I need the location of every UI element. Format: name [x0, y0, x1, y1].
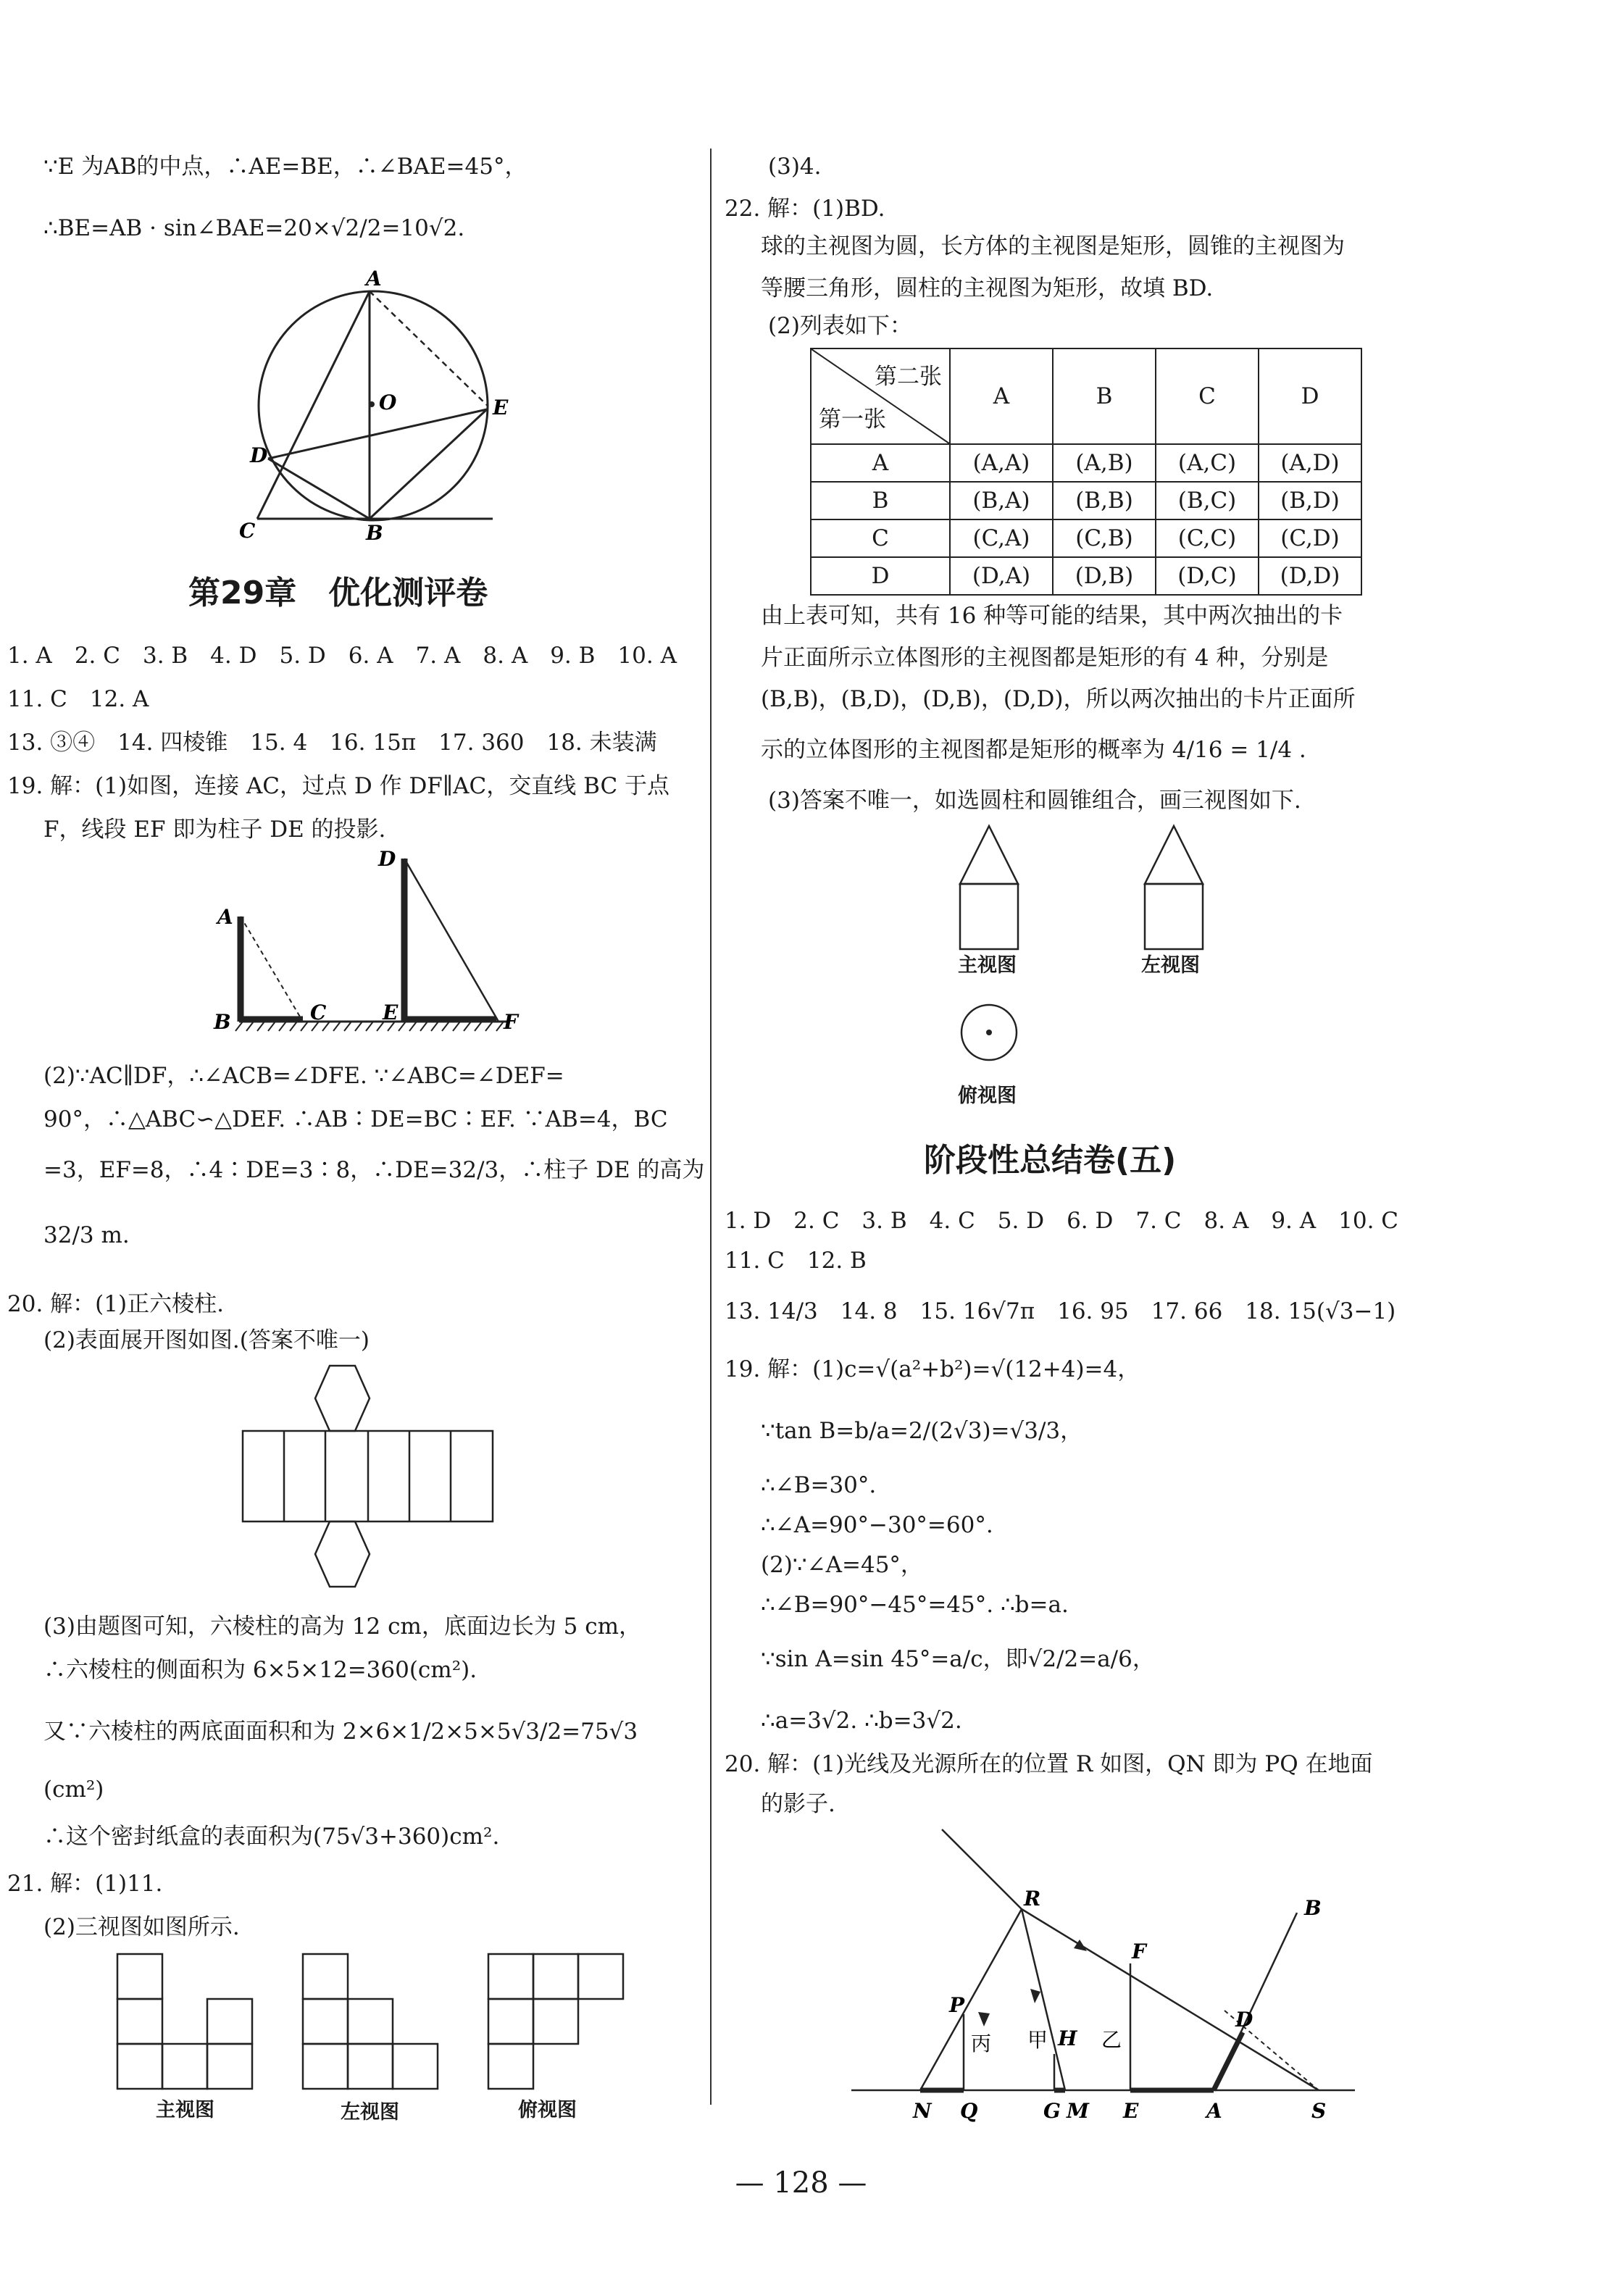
label-F: F: [504, 1010, 518, 1034]
column-divider: [710, 149, 712, 2105]
corner-bottom-label: 第一张: [819, 406, 886, 433]
q19-r-line-1: 19. 解：(1)c=√(a²+b²)=√(12+4)=4，: [725, 1356, 1140, 1382]
q19-line-3: (2)∵AC∥DF，∴∠ACB=∠DFE. ∵∠ABC=∠DEF=: [43, 1063, 564, 1089]
table-cell: (C,D): [1259, 519, 1361, 557]
answers-row-5: 11. C 12. B: [725, 1248, 867, 1274]
answers-row-4: 1. D 2. C 3. B 4. C 5. D 6. D 7. C 8. A 9. A 10. C: [725, 1208, 1399, 1234]
label-E: E: [1123, 2099, 1139, 2123]
label-D: D: [378, 847, 396, 871]
hexagonal-prism-net-figure: [239, 1362, 529, 1601]
table-cell: (D,B): [1053, 557, 1156, 595]
q19-line-1: 19. 解：(1)如图，连接 AC，过点 D 作 DF∥AC，交直线 BC 于点: [7, 773, 670, 799]
q22-line-7: (B,B)，(B,D)，(D,B)，(D,D)，所以两次抽出的卡片正面所: [761, 686, 1356, 712]
col-header: C: [1156, 348, 1259, 444]
q20-r-line-2: 的影子.: [761, 1791, 835, 1817]
label-C: C: [239, 519, 256, 543]
label-F: F: [1132, 1940, 1146, 1963]
chapter-heading: 第29章 优化测评卷: [188, 575, 488, 611]
probability-table: [810, 348, 1362, 596]
label-A: A: [1206, 2099, 1222, 2123]
label-E: E: [383, 1001, 399, 1024]
table-cell: (D,D): [1259, 557, 1361, 595]
label-E: E: [493, 396, 509, 419]
q19-r-line-2: ∵tan B=b/a=2/(2√3)=√3/3，: [761, 1418, 1083, 1444]
label-C: C: [310, 1001, 327, 1024]
table-cell: (B,C): [1156, 482, 1259, 519]
label-S: S: [1311, 2099, 1327, 2123]
q19-r-line-7: ∵sin A=sin 45°=a/c，即√2/2=a/6，: [761, 1646, 1155, 1672]
table-cell: (A,C): [1156, 444, 1259, 482]
pillar-shadow-figure: [210, 847, 529, 1047]
q20-line-5: 又∵六棱柱的两底面面积和为 2×6×1/2×5×5√3/2=75√3: [43, 1719, 638, 1745]
table-cell: (B,B): [1053, 482, 1156, 519]
table-corner-cell: [811, 348, 950, 444]
q20-line-3: (3)由题图可知，六棱柱的高为 12 cm，底面边长为 5 cm，: [43, 1614, 642, 1640]
table-row: [811, 444, 1361, 482]
label-D: D: [1235, 2008, 1253, 2032]
col-header: A: [950, 348, 1053, 444]
table-cell: (A,A): [950, 444, 1053, 482]
q22-line-8: 示的立体图形的主视图都是矩形的概率为 4/16 = 1/4 .: [761, 737, 1306, 763]
q19-r-line-5: (2)∵∠A=45°，: [761, 1552, 923, 1578]
table-cell: (C,A): [950, 519, 1053, 557]
label-H: H: [1058, 2026, 1077, 2050]
answers-row-2: 11. C 12. A: [7, 686, 149, 712]
table-cell: (C,C): [1156, 519, 1259, 557]
table-cell: (D,C): [1156, 557, 1259, 595]
q22-line-9: (3)答案不唯一，如选圆柱和圆锥组合，画三视图如下.: [768, 788, 1301, 814]
page-number: — 128 —: [735, 2166, 867, 2200]
q19-r-line-6: ∴∠B=90°−45°=45°. ∴b=a.: [761, 1592, 1069, 1618]
label-jia: 甲: [1027, 2028, 1048, 2052]
answers-row-1: 1. A 2. C 3. B 4. D 5. D 6. A 7. A 8. A 9. B 10. A: [7, 643, 677, 669]
q22-line-3: 等腰三角形，圆柱的主视图为矩形，故填 BD.: [761, 275, 1214, 301]
q20-line-2: (2)表面展开图如图.(答案不唯一): [43, 1327, 370, 1353]
table-cell: (A,D): [1259, 444, 1361, 482]
q19-r-line-8: ∴a=3√2. ∴b=3√2.: [761, 1708, 962, 1734]
label-M: M: [1067, 2099, 1089, 2123]
circle-tangent-figure: [225, 267, 514, 545]
table-row: [811, 519, 1361, 557]
q22-line-4: (2)列表如下：: [768, 313, 912, 339]
col-header: D: [1259, 348, 1361, 444]
label-B: B: [1304, 1896, 1322, 1920]
q21-line-2: (2)三视图如图所示.: [43, 1914, 240, 1940]
row-header: D: [811, 557, 950, 595]
table-cell: (D,A): [950, 557, 1053, 595]
table-row: [811, 482, 1361, 519]
q20-r-line-1: 20. 解：(1)光线及光源所在的位置 R 如图，QN 即为 PQ 在地面: [725, 1751, 1373, 1777]
label-Q: Q: [960, 2099, 978, 2123]
label-A: A: [217, 905, 233, 929]
row-header: A: [811, 444, 950, 482]
label-A: A: [366, 267, 382, 291]
answers-row-6: 13. 14/3 14. 8 15. 16√7π 16. 95 17. 66 18. 15(√3−1): [725, 1298, 1396, 1324]
q20-line-6: (cm²): [43, 1777, 104, 1803]
table-cell: (B,D): [1259, 482, 1361, 519]
label-B: B: [214, 1010, 231, 1034]
top-view-caption: 俯视图: [518, 2099, 577, 2121]
q19-r-line-4: ∴∠A=90°−30°=60°.: [761, 1512, 993, 1538]
q20-line-4: ∴六棱柱的侧面积为 6×5×12=360(cm²).: [43, 1657, 477, 1683]
label-P: P: [949, 1993, 965, 2017]
q22-line-5: 由上表可知，共有 16 种等可能的结果，其中两次抽出的卡: [761, 603, 1343, 629]
q19-line-6: 32/3 m.: [43, 1222, 130, 1248]
q20-line-1: 20. 解：(1)正六棱柱.: [7, 1291, 224, 1317]
section-heading: 阶段性总结卷(五): [924, 1142, 1177, 1179]
top-view-caption: 俯视图: [958, 1085, 1017, 1107]
answers-row-3: 13. ③④ 14. 四棱锥 15. 4 16. 15π 17. 360 18. 未装满: [7, 730, 657, 756]
label-B: B: [366, 521, 383, 545]
main-view-caption: 主视图: [958, 954, 1017, 977]
label-R: R: [1024, 1887, 1041, 1911]
label-D: D: [250, 443, 268, 467]
row-header: C: [811, 519, 950, 557]
three-views-q21-figure: [116, 1953, 638, 2090]
q19-line-5: =3，EF=8，∴4∶DE=3∶8，∴DE=32/3，∴柱子 DE 的高为: [43, 1157, 705, 1183]
label-yi: 乙: [1101, 2028, 1122, 2052]
q20-line-7: ∴这个密封纸盒的表面积为(75√3+360)cm².: [43, 1824, 500, 1850]
label-bing: 丙: [971, 2032, 992, 2055]
proof-line-2: ∴BE=AB · sin∠BAE=20×√2/2=10√2.: [43, 215, 465, 241]
q21-line-1: 21. 解：(1)11.: [7, 1871, 163, 1897]
label-N: N: [913, 2099, 932, 2123]
q19-r-line-3: ∴∠B=30°.: [761, 1472, 877, 1498]
left-view-caption: 左视图: [1141, 954, 1200, 977]
table-cell: (C,B): [1053, 519, 1156, 557]
row-header: B: [811, 482, 950, 519]
label-O: O: [379, 391, 397, 414]
table-cell: (B,A): [950, 482, 1053, 519]
light-source-shadow-figure: [848, 1829, 1500, 2134]
q21-line-3: (3)4.: [768, 154, 822, 180]
q22-line-2: 球的主视图为圆，长方体的主视图是矩形，圆锥的主视图为: [761, 233, 1345, 259]
table-cell: (A,B): [1053, 444, 1156, 482]
proof-line-1: ∵E 为AB的中点，∴AE=BE，∴∠BAE=45°，: [43, 154, 527, 180]
q22-line-1: 22. 解：(1)BD.: [725, 196, 885, 222]
q19-line-4: 90°，∴△ABC∽△DEF. ∴AB∶DE=BC∶EF. ∵AB=4，BC: [43, 1106, 668, 1132]
left-view-caption: 左视图: [341, 2101, 399, 2124]
corner-top-label: 第二张: [875, 364, 942, 390]
table-row: [811, 557, 1361, 595]
label-G: G: [1043, 2099, 1061, 2123]
col-header: B: [1053, 348, 1156, 444]
q19-line-2: F，线段 EF 即为柱子 DE 的投影.: [43, 817, 386, 843]
main-view-caption: 主视图: [156, 2099, 214, 2121]
q22-line-6: 片正面所示立体图形的主视图都是矩形的有 4 种，分别是: [761, 645, 1329, 671]
